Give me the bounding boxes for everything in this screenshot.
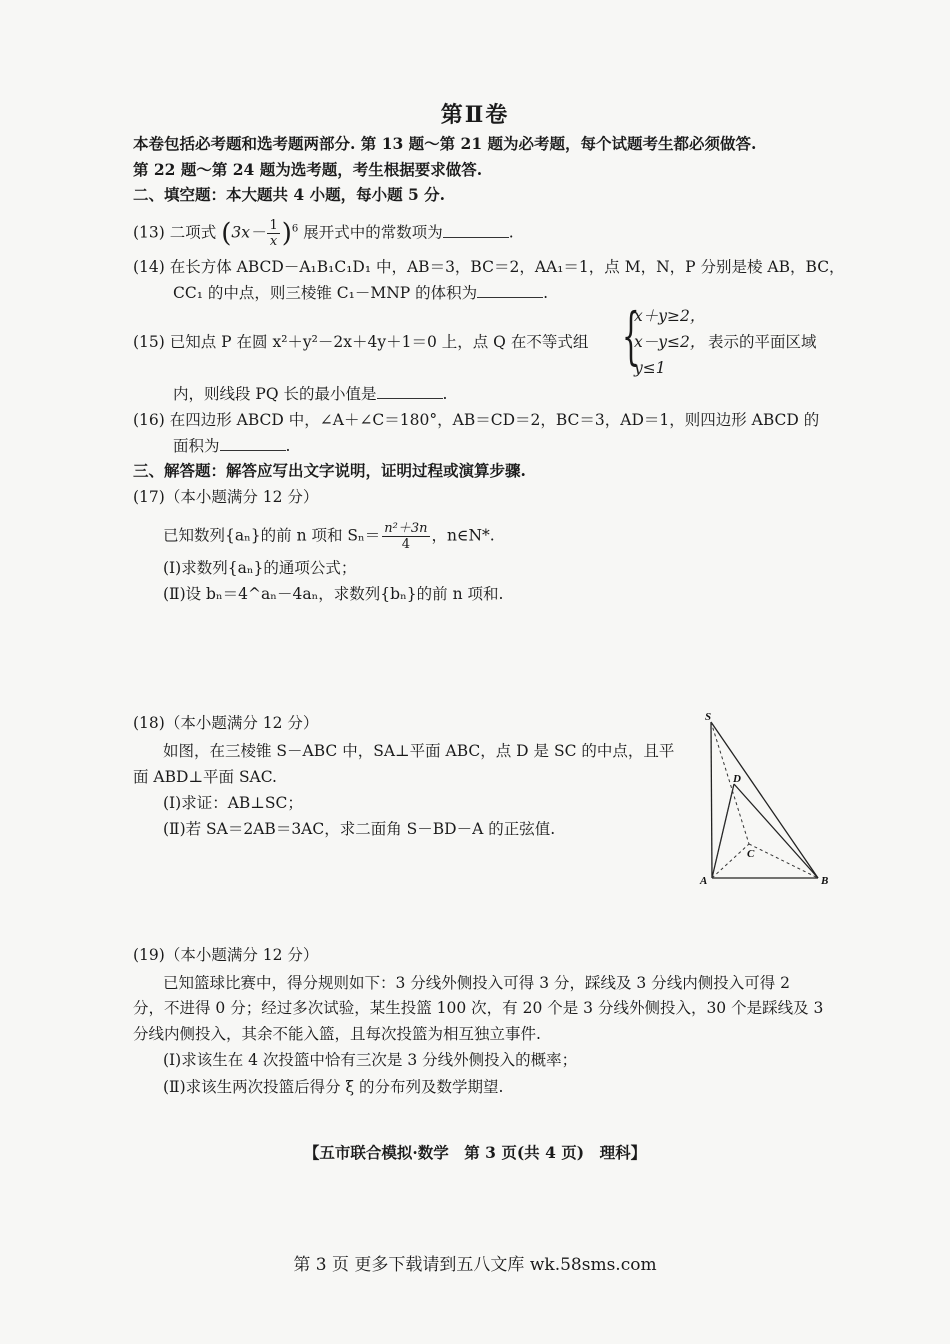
q13-frac-numerator: 1 <box>269 218 278 233</box>
q17-frac-numerator: n²＋3n <box>384 521 428 536</box>
q13-left-paren: ( <box>221 218 232 249</box>
q15-end: . <box>442 385 448 403</box>
edge-CB <box>749 844 818 878</box>
q13-prefix: (13) 二项式 <box>133 223 217 242</box>
q13-right-paren: ) <box>281 218 292 249</box>
question-15-line-1: (15) 已知点 P 在圆 x²＋y²－2x＋4y＋1＝0 上，点 Q 在不等式组 <box>133 333 589 351</box>
question-19-heading: (19)（本小题满分 12 分） <box>133 946 319 964</box>
question-18-line-1: 如图，在三棱锥 S－ABC 中，SA⊥平面 ABC，点 D 是 SC 的中点，且平 <box>163 742 675 760</box>
q15-suffix: 表示的平面区域 <box>708 333 817 351</box>
question-18-part-2: (Ⅱ)若 SA＝2AB＝3AC，求二面角 S－BD－A 的正弦值. <box>163 820 556 838</box>
q15-answer-blank <box>377 384 443 399</box>
pyramid-figure <box>690 708 840 888</box>
label-C: C <box>747 848 755 860</box>
q13-fraction <box>267 218 279 249</box>
label-D: D <box>733 773 741 785</box>
edge-SC <box>711 722 749 844</box>
question-17-part-2: (Ⅱ)设 bₙ＝4^aₙ－4aₙ，求数列{bₙ}的前 n 项和. <box>163 585 504 603</box>
question-13 <box>133 218 514 249</box>
q14-line2-text: CC₁ 的中点，则三棱锥 C₁－MNP 的体积为 <box>173 284 478 302</box>
question-15-line-2 <box>173 384 447 404</box>
q17-frac-denominator: 4 <box>401 537 411 552</box>
question-17-heading: (17)（本小题满分 12 分） <box>133 488 319 506</box>
label-A: A <box>700 875 708 887</box>
q14-end: . <box>543 284 549 302</box>
question-14-line-2 <box>173 283 548 303</box>
question-19-line-2: 分，不进得 0 分；经过多次试验，某生投篮 100 次，有 20 个是 3 分线外侧投入，30 个是踩线及 3 <box>133 999 824 1017</box>
question-19-part-2: (Ⅱ)求该生两次投篮后得分 ξ 的分布列及数学期望. <box>163 1078 504 1096</box>
q17-given-suffix: ，n∈N*. <box>431 526 495 545</box>
q13-frac-denominator: x <box>269 234 278 249</box>
q15-line2-text: 内，则线段 PQ 长的最小值是 <box>173 385 377 403</box>
q14-answer-blank <box>477 283 543 298</box>
page-footer: 【五市联合模拟·数学 第 3 页(共 4 页) 理科】 <box>303 1143 647 1162</box>
question-17-part-1: (Ⅰ)求数列{aₙ}的通项公式； <box>163 559 357 577</box>
q15-brace: { <box>622 299 640 372</box>
q13-expression: 3x－ <box>231 223 266 242</box>
question-18-line-2: 面 ABD⊥平面 SAC. <box>133 768 277 786</box>
question-19-line-3: 分线内侧投入，其余不能入篮，且每次投篮为相互独立事件. <box>133 1025 541 1043</box>
question-16-line-1: (16) 在四边形 ABCD 中，∠A＋∠C＝180°，AB＝CD＝2，BC＝3，AD＝1，则四边形 ABCD 的 <box>133 411 820 429</box>
section-solutions-heading: 三、解答题：解答应写出文字说明，证明过程或演算步骤. <box>133 461 526 480</box>
q13-answer-blank <box>443 223 509 238</box>
q13-power: 6 <box>291 223 299 235</box>
edge-SA <box>711 722 712 878</box>
question-19-line-1: 已知篮球比赛中，得分规则如下：3 分线外侧投入可得 3 分，踩线及 3 分线内侧投入可得 2 <box>163 974 791 992</box>
label-S: S <box>705 711 712 723</box>
edge-SB <box>711 722 818 878</box>
q15-constraint-1: x＋y≥2， <box>634 307 706 325</box>
question-17-given <box>163 521 495 552</box>
intro-line-2: 第 22 题～第 24 题为选考题，考生根据要求做答. <box>133 160 483 179</box>
q13-suffix: 展开式中的常数项为 <box>303 223 443 242</box>
q17-given-prefix: 已知数列{aₙ}的前 n 项和 Sₙ＝ <box>163 526 381 545</box>
intro-line-1: 本卷包括必考题和选考题两部分. 第 13 题～第 21 题为必考题，每个试题考生都必须做答. <box>133 134 757 153</box>
q13-end: . <box>508 223 514 242</box>
q16-line2-text: 面积为 <box>173 437 220 455</box>
section-fill-blank-heading: 二、填空题：本大题共 4 小题，每小题 5 分. <box>133 185 446 204</box>
q16-end: . <box>285 437 291 455</box>
q17-fraction <box>382 521 429 552</box>
q16-answer-blank <box>220 436 286 451</box>
question-18-heading: (18)（本小题满分 12 分） <box>133 714 319 732</box>
q15-constraint-3: y≤1 <box>634 359 666 377</box>
edge-AC <box>712 844 749 878</box>
q15-constraint-2: x－y≤2， <box>634 333 706 351</box>
label-B: B <box>821 875 829 887</box>
download-note: 第 3 页 更多下载请到五八文库 wk.58sms.com <box>293 1255 657 1275</box>
question-14-line-1: (14) 在长方体 ABCD－A₁B₁C₁D₁ 中，AB＝3，BC＝2，AA₁＝1，点 M，N，P 分别是棱 AB，BC， <box>133 258 845 276</box>
question-16-line-2 <box>173 436 290 456</box>
question-19-part-1: (Ⅰ)求该生在 4 次投篮中恰有三次是 3 分线外侧投入的概率； <box>163 1051 578 1069</box>
question-18-part-1: (Ⅰ)求证：AB⊥SC； <box>163 794 303 812</box>
page-title: 第Ⅱ卷 <box>440 102 510 128</box>
edge-DB <box>734 784 818 878</box>
